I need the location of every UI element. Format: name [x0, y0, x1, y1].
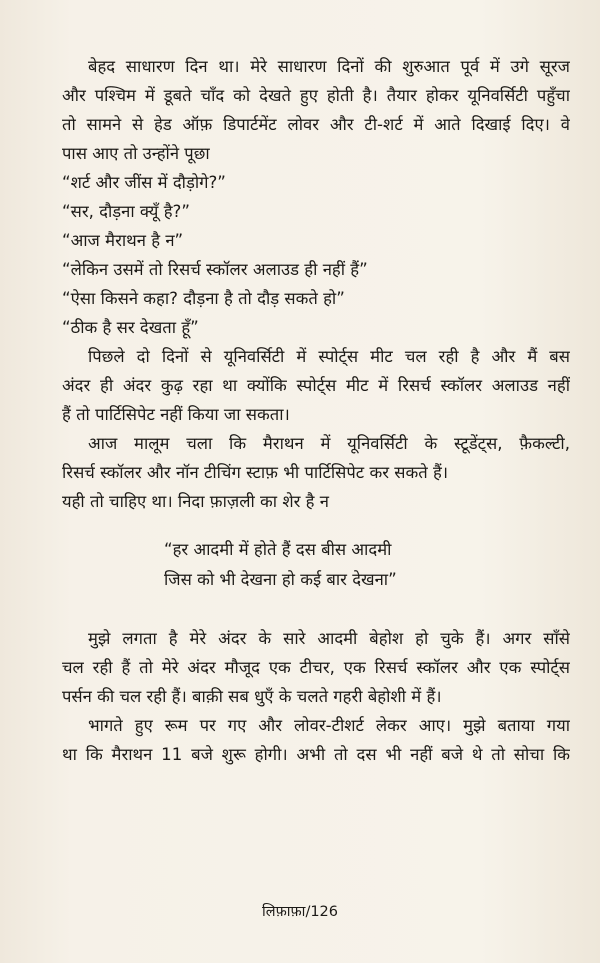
paragraph-2	[62, 342, 570, 429]
text-line: अंदर ही अंदर कुढ़ रहा था क्योंकि स्पोर्ट्स मीट में रिसर्च स्कॉलर अलाउड नहीं	[62, 376, 570, 395]
spacer	[62, 595, 570, 624]
paragraph-5	[62, 711, 570, 769]
dialogue-line: “आज मैराथन है न”	[62, 231, 184, 250]
dialogue-line: “लेकिन उसमें तो रिसर्च स्कॉलर अलाउड ही नहीं हैं”	[62, 260, 368, 279]
text-line: भागते हुए रूम पर गए और लोवर-टीशर्ट लेकर आए। मुझे बताया गया	[88, 716, 570, 735]
dialogue-line: “ऐसा किसने कहा? दौड़ना है तो दौड़ सकते हो”	[62, 289, 345, 308]
text-line: और पश्चिम में डूबते चाँद को देखते हुए होती है। तैयार होकर यूनिवर्सिटी पहुँचा	[62, 86, 570, 105]
text-line: चल रही हैं तो मेरे अंदर मौजूद एक टीचर, एक रिसर्च स्कॉलर और एक स्पोर्ट्स	[62, 658, 570, 677]
text-line: आज मालूम चला कि मैराथन में यूनिवर्सिटी के स्टूडेंट्स, फ़ैकल्टी,	[88, 434, 570, 453]
paragraph-4	[62, 624, 570, 711]
text-line: बेहद साधारण दिन था। मेरे साधारण दिनों की शुरुआत पूर्व में उगे सूरज	[88, 57, 570, 76]
spacer	[62, 516, 570, 535]
couplet-line: जिस को भी देखना हो कई बार देखना”	[164, 570, 397, 589]
dialogue-line: “शर्ट और जींस में दौड़ोगे?”	[62, 173, 226, 192]
dialogue-line: “सर, दौड़ना क्यूँ है?”	[62, 202, 190, 221]
text-line: पास आए तो उन्होंने पूछा	[62, 144, 210, 163]
dialogue	[62, 168, 570, 342]
paragraph-1	[62, 52, 570, 168]
couplet	[62, 535, 570, 595]
body-text	[62, 52, 570, 769]
page-footer: लिफ़ाफ़ा/126	[261, 904, 339, 920]
text-line: तो सामने से हेड ऑफ़ डिपार्टमेंट लोवर और टी-शर्ट में आते दिखाई दिए। वे	[62, 115, 570, 134]
text-line: पर्सन की चल रही हैं। बाक़ी सब धुएँ के चलते गहरी बेहोशी में हैं।	[62, 687, 442, 706]
text-line: हैं तो पार्टिसिपेट नहीं किया जा सकता।	[62, 405, 290, 424]
text-line: पिछले दो दिनों से यूनिवर्सिटी में स्पोर्ट्स मीट चल रही है और मैं बस	[88, 347, 570, 366]
text-line: था कि मैराथन 11 बजे शुरू होगी। अभी तो दस भी नहीं बजे थे तो सोचा कि	[62, 745, 570, 764]
paragraph-3	[62, 429, 570, 516]
dialogue-line: “ठीक है सर देखता हूँ”	[62, 318, 199, 337]
couplet-line: “हर आदमी में होते हैं दस बीस आदमी	[164, 540, 392, 559]
text-line: रिसर्च स्कॉलर और नॉन टीचिंग स्टाफ़ भी पार्टिसिपेट कर सकते हैं।	[62, 463, 449, 482]
text-line: मुझे लगता है मेरे अंदर के सारे आदमी बेहोश हो चुके हैं। अगर साँसे	[88, 629, 570, 648]
text-line: यही तो चाहिए था। निदा फ़ाज़ली का शेर है न	[62, 492, 329, 511]
